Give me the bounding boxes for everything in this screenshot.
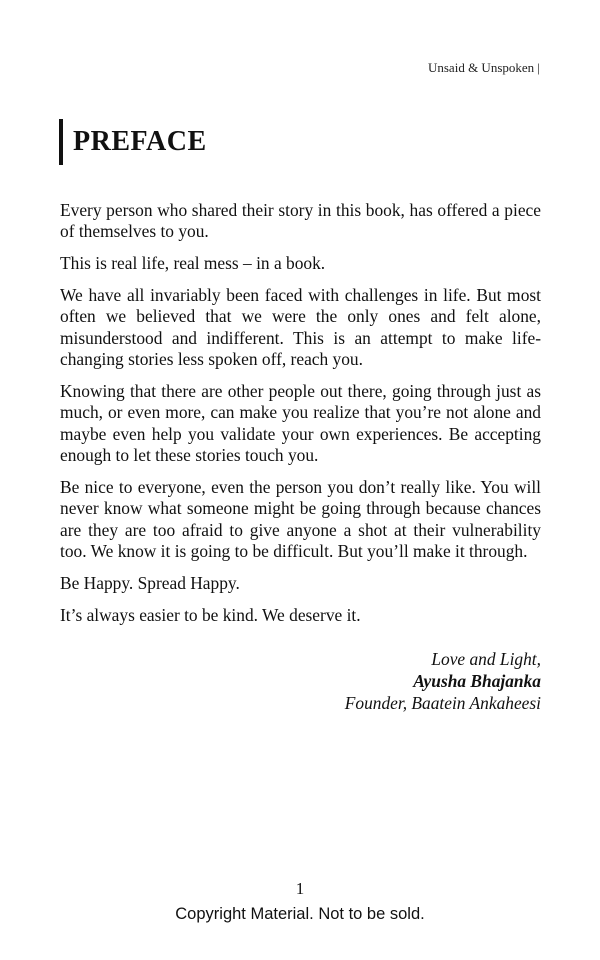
paragraph: Every person who shared their story in this book, has offered a piece of themselves to you. (60, 200, 541, 242)
page-title: PREFACE (73, 126, 207, 157)
signature-name: Ayusha Bhajanka (413, 671, 541, 691)
preface-body (60, 200, 541, 637)
paragraph: It’s always easier to be kind. We deserve it. (60, 604, 361, 625)
signature-role: Founder, Baatein Ankaheesi (344, 693, 541, 713)
running-header: Unsaid & Unspoken | (427, 60, 540, 75)
copyright-notice: Copyright Material. Not to be sold. (175, 905, 425, 923)
paragraph: We have all invariably been faced with challenges in life. But most often we believed that we were the only ones and felt alone, misunderstood and indifferent. This is an attempt to make life-changing stories less spoken off, reach you. (60, 285, 541, 370)
signature-block (345, 648, 541, 714)
page-number: 1 (295, 879, 305, 898)
signature-closing: Love and Light, (431, 649, 541, 669)
paragraph: Be nice to everyone, even the person you don’t really like. You will never know what someone might be going through because chances are they are too afraid to give anyone a shot at their vulnerability too. We know it is going to be difficult. But you’ll make it through. (60, 477, 541, 562)
chapter-heading (59, 119, 207, 165)
paragraph: Knowing that there are other people out there, going through just as much, or even more, can make you realize that you’re not alone and maybe even help you validate your own experiences. Be accepting enough to let these stories touch you. (60, 381, 541, 466)
paragraph: Be Happy. Spread Happy. (60, 573, 240, 594)
paragraph: This is real life, real mess – in a book. (60, 253, 326, 274)
